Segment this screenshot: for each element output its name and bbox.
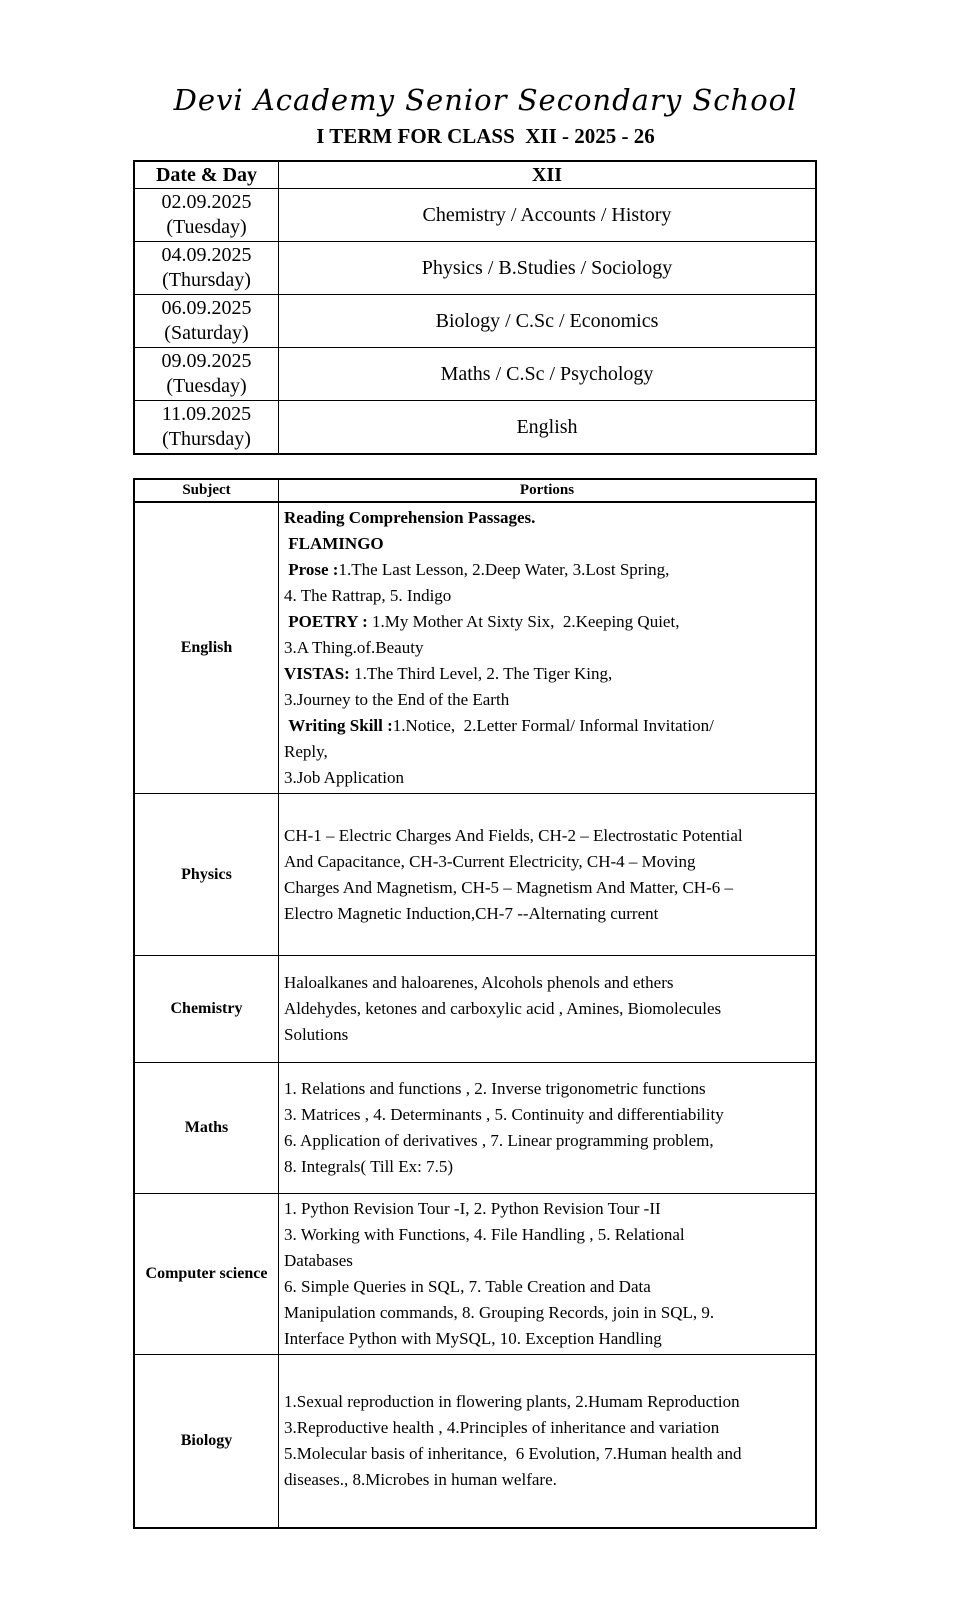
portions-line — [284, 996, 811, 1022]
portions-text: Solutions — [284, 1025, 349, 1044]
portions-text: 1.My Mother At Sixty Six, 2.Keeping Quiet, — [372, 612, 680, 631]
exam-day: (Thursday) — [162, 428, 251, 450]
subject-name: Chemistry — [134, 956, 279, 1063]
date-day-cell — [134, 401, 279, 455]
portions-text: 3. Working with Functions, 4. File Handling , 5. Relational — [284, 1225, 685, 1244]
portions-row — [134, 1355, 816, 1528]
exam-date: 06.09.2025 — [161, 297, 252, 319]
portions-line — [284, 531, 811, 557]
portions-line — [284, 875, 811, 901]
portions-line — [284, 505, 811, 531]
portions-text: 3.Journey to the End of the Earth — [284, 690, 510, 709]
portions-text: Manipulation commands, 8. Grouping Records, join in SQL, 9. — [284, 1303, 715, 1322]
portions-header-subject: Subject — [134, 479, 279, 502]
portions-line — [284, 1300, 811, 1326]
portions-text: 6. Application of derivatives , 7. Linear programming problem, — [284, 1131, 714, 1150]
exam-subjects-cell: Physics / B.Studies / Sociology — [279, 242, 817, 295]
portions-text: Aldehydes, ketones and carboxylic acid , Amines, Biomolecules — [284, 999, 722, 1018]
exam-day: (Tuesday) — [166, 375, 247, 397]
portions-row — [134, 1063, 816, 1194]
portions-line — [284, 635, 811, 661]
exam-date: 02.09.2025 — [161, 191, 252, 213]
portions-text: 1.The Third Level, 2. The Tiger King, — [349, 664, 613, 683]
portions-text-bold: Writing Skill : — [284, 716, 393, 735]
portions-text: 5.Molecular basis of inheritance, 6 Evolution, 7.Human health and — [284, 1443, 742, 1463]
schedule-row — [134, 348, 816, 401]
portions-line — [284, 765, 811, 791]
portions-line — [284, 1022, 811, 1048]
schedule-header-class-xii: XII — [279, 161, 817, 189]
portions-text: 3.Job Application — [284, 768, 404, 787]
portions-line — [284, 1154, 811, 1180]
exam-subjects-cell: Maths / C.Sc / Psychology — [279, 348, 817, 401]
portions-line — [284, 1102, 811, 1128]
portions-text: 4. The Rattrap, 5. Indigo — [284, 586, 452, 605]
exam-subjects-cell: Biology / C.Sc / Economics — [279, 295, 817, 348]
exam-date: 04.09.2025 — [161, 244, 252, 266]
portions-line — [284, 661, 811, 687]
portions-line — [284, 901, 811, 927]
portions-text: 3.A Thing.of.Beauty — [284, 638, 424, 657]
portions-line — [284, 713, 811, 739]
portions-line — [284, 1248, 811, 1274]
portions-content — [279, 502, 817, 794]
portions-text: Databases — [284, 1251, 353, 1270]
portions-line — [284, 1076, 811, 1102]
portions-line — [284, 849, 811, 875]
subject-name: Computer science — [134, 1194, 279, 1355]
portions-text-bold: Prose : — [284, 560, 339, 579]
exam-date: 11.09.2025 — [161, 403, 252, 425]
exam-day: (Thursday) — [162, 269, 251, 291]
portions-line — [284, 1389, 811, 1415]
schedule-header-date-day: Date & Day — [134, 161, 279, 189]
portions-text: Charges And Magnetism, CH-5 – Magnetism And Matter, CH-6 – — [284, 877, 733, 897]
portions-text: Interface Python with MySQL, 10. Exception Handling — [284, 1329, 662, 1348]
portions-content — [279, 1063, 817, 1194]
date-day-cell — [134, 189, 279, 242]
portions-table — [133, 478, 817, 1529]
subject-name: Biology — [134, 1355, 279, 1528]
portions-line — [284, 1441, 811, 1467]
portions-line — [284, 609, 811, 635]
portions-header — [134, 479, 816, 502]
exam-schedule-table — [133, 160, 817, 455]
exam-schedule-header — [134, 161, 816, 189]
portions-line — [284, 1222, 811, 1248]
portions-content — [279, 1194, 817, 1355]
portions-row — [134, 794, 816, 956]
school-name-title: Devi Academy Senior Secondary School — [173, 83, 798, 117]
portions-text: 3.Reproductive health , 4.Principles of inheritance and variation — [284, 1417, 720, 1437]
portions-text: 1. Relations and functions , 2. Inverse trigonometric functions — [284, 1079, 706, 1098]
portions-text-bold: Reading Comprehension Passages. — [284, 508, 536, 527]
portions-text: 1.The Last Lesson, 2.Deep Water, 3.Lost Spring, — [338, 560, 670, 579]
portions-content — [279, 1355, 817, 1528]
portions-text: diseases., 8.Microbes in human welfare. — [284, 1469, 557, 1489]
schedule-row — [134, 401, 816, 455]
portions-text: 6. Simple Queries in SQL, 7. Table Creation and Data — [284, 1277, 651, 1296]
subject-name: Maths — [134, 1063, 279, 1194]
portions-text: 1.Sexual reproduction in flowering plants, 2.Humam Reproduction — [284, 1391, 740, 1411]
portions-body — [134, 502, 816, 1528]
exam-subjects-cell: Chemistry / Accounts / History — [279, 189, 817, 242]
portions-row — [134, 1194, 816, 1355]
portions-text: Haloalkanes and haloarenes, Alcohols phenols and ethers — [284, 973, 674, 992]
portions-text: And Capacitance, CH-3-Current Electricity, CH-4 – Moving — [284, 851, 696, 871]
portions-text-bold: FLAMINGO — [284, 534, 384, 553]
portions-line — [284, 970, 811, 996]
portions-line — [284, 1196, 811, 1222]
exam-subjects-cell: English — [279, 401, 817, 455]
subject-name: Physics — [134, 794, 279, 956]
exam-day: (Saturday) — [164, 322, 249, 344]
schedule-row — [134, 242, 816, 295]
portions-text: 1. Python Revision Tour -I, 2. Python Revision Tour -II — [284, 1199, 661, 1218]
portions-line — [284, 583, 811, 609]
portions-line — [284, 1274, 811, 1300]
portions-line — [284, 687, 811, 713]
portions-content — [279, 794, 817, 956]
portions-line — [284, 1128, 811, 1154]
portions-line — [284, 823, 811, 849]
exam-schedule-body — [134, 189, 816, 455]
portions-text-bold: POETRY : — [284, 612, 373, 631]
portions-line — [284, 557, 811, 583]
portions-content — [279, 956, 817, 1063]
exam-date: 09.09.2025 — [161, 350, 252, 372]
portions-text: Reply, — [284, 742, 328, 761]
portions-text: 1.Notice, 2.Letter Formal/ Informal Invitation/ — [392, 716, 714, 735]
portions-header-portions: Portions — [279, 479, 817, 502]
exam-schedule-header-row — [134, 161, 816, 189]
portions-text: CH-1 – Electric Charges And Fields, CH-2 – Electrostatic Potential — [284, 825, 743, 845]
portions-row — [134, 956, 816, 1063]
term-title: I TERM FOR CLASS XII - 2025 - 26 — [316, 124, 655, 148]
portions-text: 8. Integrals( Till Ex: 7.5) — [284, 1157, 454, 1176]
portions-text: 3. Matrices , 4. Determinants , 5. Continuity and differentiability — [284, 1105, 724, 1124]
schedule-row — [134, 295, 816, 348]
portions-text: Electro Magnetic Induction,CH-7 --Alternating current — [284, 903, 659, 923]
portions-line — [284, 1326, 811, 1352]
date-day-cell — [134, 242, 279, 295]
portions-line — [284, 1415, 811, 1441]
subject-name: English — [134, 502, 279, 794]
portions-row — [134, 502, 816, 794]
portions-line — [284, 1467, 811, 1493]
exam-day: (Tuesday) — [166, 216, 247, 238]
portions-header-row — [134, 479, 816, 502]
date-day-cell — [134, 295, 279, 348]
portions-line — [284, 739, 811, 765]
date-day-cell — [134, 348, 279, 401]
schedule-row — [134, 189, 816, 242]
portions-text-bold: VISTAS: — [284, 664, 350, 683]
